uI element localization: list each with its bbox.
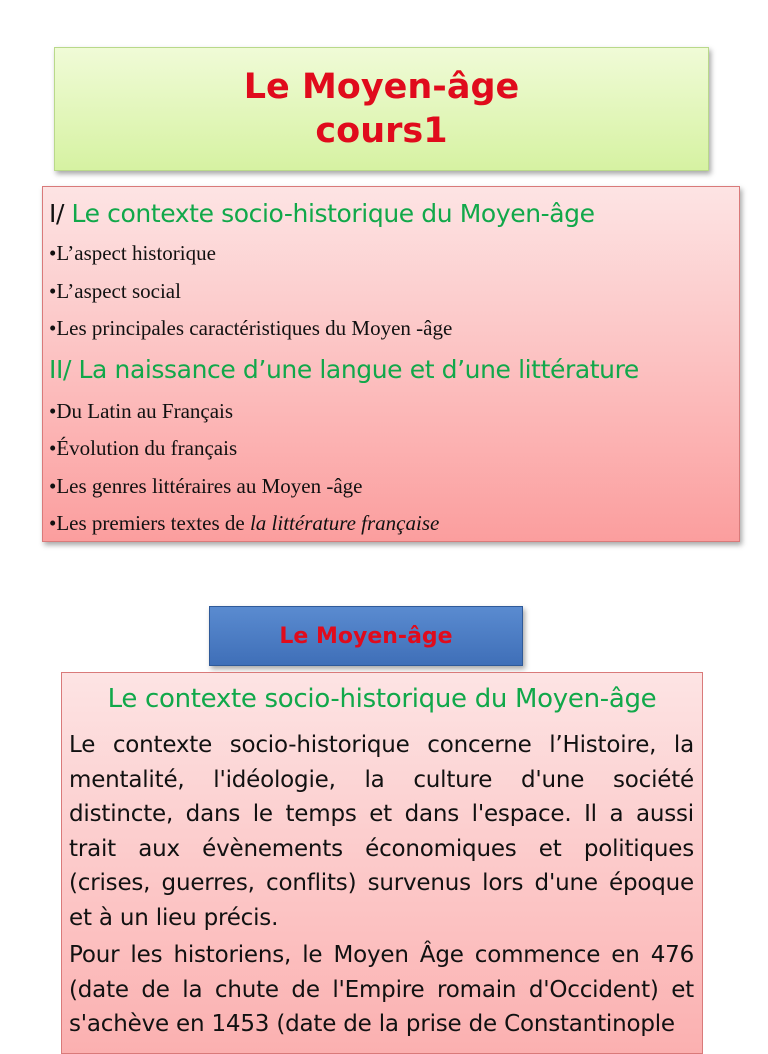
outline-item-last: [49, 511, 439, 535]
content-title: Le contexte socio-historique du Moyen-âge: [107, 684, 657, 714]
last-item-prefix: •Les premiers textes de: [49, 511, 250, 535]
section-1-heading: [49, 199, 595, 229]
section-1-title: Le contexte socio-historique du Moyen-âge: [71, 199, 595, 228]
outline-item: •Du Latin au Français: [49, 399, 234, 423]
outline-box: [42, 186, 740, 542]
paragraph-2: Pour les historiens, le Moyen Âge commence en 476 (date de la chute de l'Empire romain d'Occident) et s'achève en 1453 (date de la prise de Constantinople: [69, 942, 694, 1037]
title-box: [54, 47, 709, 171]
section-2-heading: [49, 355, 639, 385]
outline-item: •L’aspect historique: [49, 241, 216, 265]
title-line-1: Le Moyen-âge: [243, 67, 520, 107]
last-item-italic: la littérature française: [249, 511, 440, 535]
content-box: [61, 672, 703, 1054]
paragraph-1: Le contexte socio-historique concerne l’Histoire, la mentalité, l'idéologie, la culture d'une société distincte, dans le temps et dans l'espace. Il a aussi trait aux évènements économiques et politiques (crises, guerres, conflits) survenus lors d'une époque et à un lieu précis.: [69, 732, 694, 931]
moyen-age-header-button[interactable]: [209, 606, 523, 666]
section-1-number: I/: [49, 199, 64, 228]
header-button-label: Le Moyen-âge: [279, 623, 453, 649]
outline-item: •Les genres littéraires au Moyen -âge: [49, 474, 363, 498]
section-2-title: La naissance d’une langue et d’une littérature: [78, 355, 639, 384]
outline-item: •Les principales caractéristiques du Moyen -âge: [49, 316, 453, 340]
outline-item: •Évolution du français: [49, 436, 238, 460]
section-2-number: II/: [49, 355, 71, 384]
title-line-2: cours1: [315, 111, 448, 151]
outline-item: •L’aspect social: [49, 279, 181, 303]
